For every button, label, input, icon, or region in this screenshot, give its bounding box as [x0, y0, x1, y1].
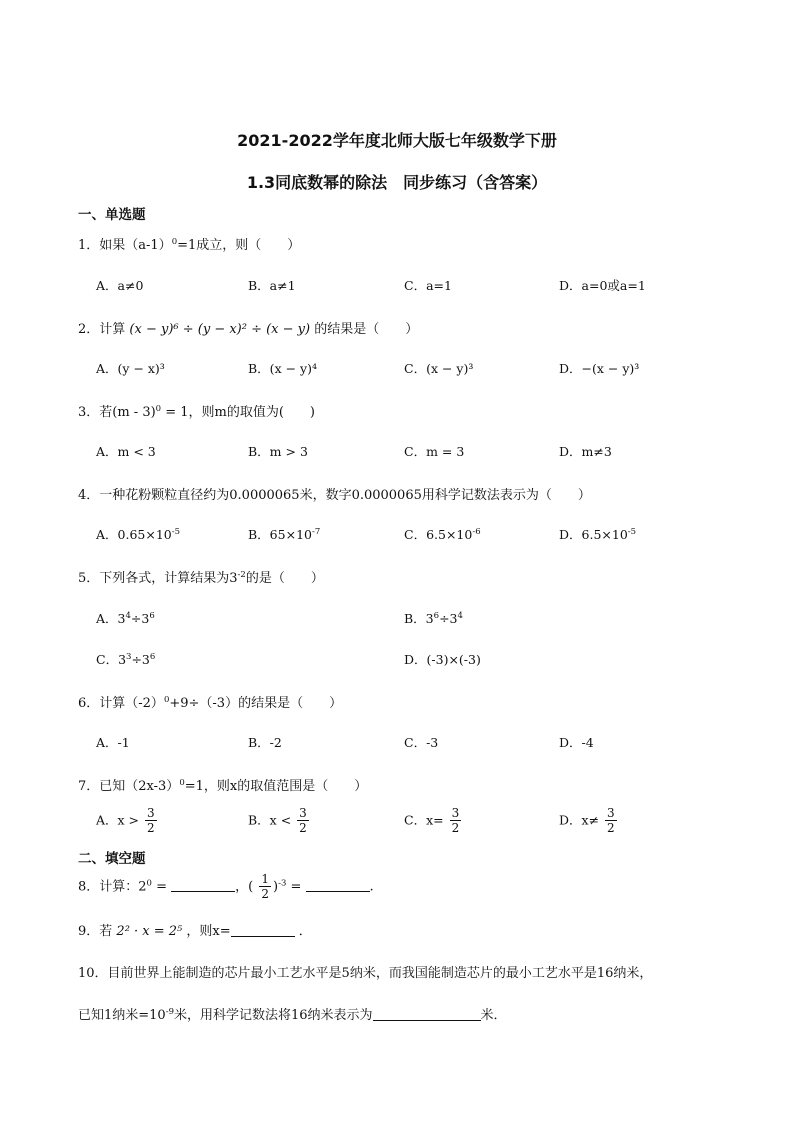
- q5-option-d[interactable]: D．(-3)×(-3): [404, 652, 481, 667]
- fraction-three-halves: $\frac{3}{2}$: [299, 806, 307, 836]
- answer-blank[interactable]: [171, 879, 235, 892]
- q3-option-c[interactable]: C．m = 3: [404, 444, 465, 459]
- question-10-line-1: 10．目前世界上能制造的芯片最小工艺水平是5纳米，而我国能制造芯片的最小工艺水平是16纳米，: [78, 966, 653, 981]
- question-9: 9．若 2² · x = 2⁵ ，则x= ．: [78, 924, 312, 939]
- q5-option-c[interactable]: C．$3^3\div 3^6$: [96, 652, 156, 667]
- section-heading-fill-in: 二、填空题: [78, 851, 146, 867]
- fraction-one-half: $\frac{1}{2}$: [261, 872, 269, 902]
- answer-blank[interactable]: [373, 1008, 481, 1021]
- q2-option-d[interactable]: D．−(x − y)³: [559, 361, 640, 376]
- answer-blank[interactable]: [306, 879, 370, 892]
- q2-option-c[interactable]: C．(x − y)³: [404, 361, 474, 376]
- question-8: 8．计算：$2^0$ = ，( $\frac{1}{2}$ )$^{-3}$ = .: [78, 872, 374, 902]
- question-4: 4．一种花粉颗粒直径约为0.0000065米，数字0.0000065用科学记数法表示为（ ）: [78, 488, 591, 503]
- q4-option-c[interactable]: C．$6.5\times 10^{-6}$: [404, 527, 481, 542]
- q3-option-a[interactable]: A．m < 3: [96, 444, 156, 459]
- q7-option-a[interactable]: A．x > $\frac{3}{2}$: [96, 806, 155, 836]
- fraction-three-halves: $\frac{3}{2}$: [147, 806, 155, 836]
- section-heading-single-choice: 一、单选题: [78, 207, 146, 223]
- q5-option-b[interactable]: B．$3^6\div 3^4$: [404, 611, 463, 626]
- question-2: 2．计算 (x − y)⁶ ÷ (y − x)² ÷ (x − y) 的结果是（ ）: [78, 322, 419, 337]
- q4-option-b[interactable]: B．$65\times 10^{-7}$: [248, 527, 321, 542]
- question-7: 7．已知$(2x-3)^0=1$，则x的取值范围是（ ）: [78, 778, 368, 794]
- question-3: 3．若(m - 3)$^0$ = 1，则m的取值为( ): [78, 404, 315, 420]
- answer-blank[interactable]: [231, 924, 295, 937]
- q3-option-d[interactable]: D．m≠3: [559, 444, 612, 459]
- q7-option-d[interactable]: D．x≠ $\frac{3}{2}$: [559, 806, 615, 836]
- q7-option-b[interactable]: B．x < $\frac{3}{2}$: [248, 806, 307, 836]
- fraction-three-halves: $\frac{3}{2}$: [607, 806, 615, 836]
- q1-option-c[interactable]: C．a=1: [404, 278, 452, 293]
- q7-option-c[interactable]: C．x= $\frac{3}{2}$: [404, 806, 460, 836]
- q6-option-c[interactable]: C．-3: [404, 735, 439, 750]
- q6-option-a[interactable]: A．-1: [96, 735, 130, 750]
- q6-option-b[interactable]: B．-2: [248, 735, 282, 750]
- q1-option-b[interactable]: B．a≠1: [248, 278, 296, 293]
- question-1: 1．如果$(a-1)^0=1$成立，则（ ）: [78, 237, 301, 253]
- q1-option-a[interactable]: A．a≠0: [96, 278, 144, 293]
- page-subtitle: 1.3同底数幂的除法 同步练习（含答案）: [246, 173, 548, 192]
- q6-option-d[interactable]: D．-4: [559, 735, 594, 750]
- q3-option-b[interactable]: B．m > 3: [248, 444, 308, 459]
- question-5: 5．下列各式，计算结果为$3^{-2}$的是（ ）: [78, 570, 324, 586]
- q2-option-b[interactable]: B．(x − y)⁴: [248, 361, 317, 376]
- fraction-three-halves: $\frac{3}{2}$: [451, 806, 460, 836]
- q1-option-d[interactable]: D．a=0或a=1: [559, 278, 646, 293]
- q5-option-a[interactable]: A．$3^4\div 3^6$: [96, 611, 155, 626]
- question-10-line-2: 已知1纳米$=10^{-9}$米，用科学记数法将16纳米表示为 米．: [78, 1007, 507, 1023]
- q2-option-a[interactable]: A．(y − x)³: [96, 361, 165, 376]
- q4-option-d[interactable]: D．$6.5\times 10^{-5}$: [559, 527, 637, 542]
- q4-option-a[interactable]: A．$0.65\times 10^{-5}$: [96, 527, 181, 542]
- question-6: 6．计算$(-2)^0+9\div(-3)$的结果是（ ）: [78, 695, 343, 711]
- page-title: 2021-2022学年度北师大版七年级数学下册: [237, 131, 557, 150]
